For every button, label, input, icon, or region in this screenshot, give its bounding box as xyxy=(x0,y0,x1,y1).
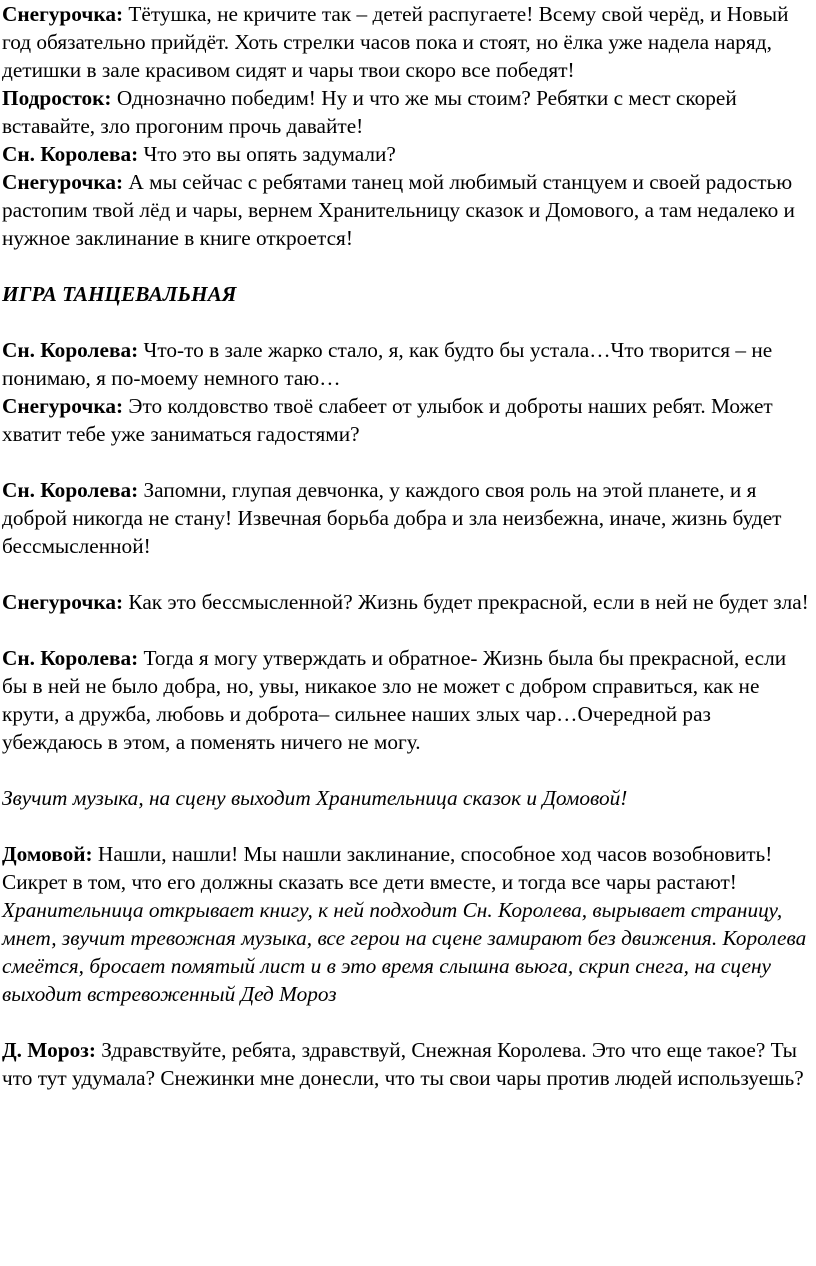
dialogue-text: Это колдовство твоё слабеет от улыбок и доброты наших ребят. Может хватит тебе уже заниматься гадостями? xyxy=(2,394,773,446)
speaker-name: Снегурочка: xyxy=(2,2,124,26)
speaker-name: Снегурочка: xyxy=(2,394,124,418)
spacer xyxy=(0,616,816,644)
spacer xyxy=(0,756,816,784)
dialogue-text: Нашли, нашли! Мы нашли заклинание, способное ход часов возобновить! Сикрет в том, что его должны сказать все дети вместе, и тогда все чары растают! xyxy=(2,842,773,894)
speaker-name: Домовой: xyxy=(2,842,93,866)
speaker-name: Сн. Королева: xyxy=(2,646,139,670)
speaker-name: Сн. Королева: xyxy=(2,338,139,362)
dialogue-line xyxy=(0,336,816,392)
speaker-name: Снегурочка: xyxy=(2,170,124,194)
dialogue-text: Здравствуйте, ребята, здравствуй, Снежная Королева. Это что еще такое? Ты что тут удумала? Снежинки мне донесли, что ты свои чары против людей используешь? xyxy=(2,1038,804,1090)
dialogue-line xyxy=(0,476,816,560)
speaker-name: Снегурочка: xyxy=(2,590,124,614)
dialogue-line xyxy=(0,644,816,756)
dialogue-line xyxy=(0,168,816,252)
speaker-name: Подросток: xyxy=(2,86,112,110)
dialogue-text: Что это вы опять задумали? xyxy=(138,142,396,166)
spacer xyxy=(0,448,816,476)
dialogue-line xyxy=(0,588,816,616)
dialogue-text: Как это бессмысленной? Жизнь будет прекрасной, если в ней не будет зла! xyxy=(123,590,809,614)
spacer xyxy=(0,308,816,336)
dialogue-text: Однозначно победим! Ну и что же мы стоим? Ребятки с мест скорей вставайте, зло прогоним прочь давайте! xyxy=(2,86,737,138)
dialogue-line xyxy=(0,0,816,84)
section-heading: ИГРА ТАНЦЕВАЛЬНАЯ xyxy=(2,282,237,306)
spacer xyxy=(0,252,816,280)
dialogue-text: Тогда я могу утверждать и обратное- Жизнь была бы прекрасной, если бы в ней не было добра, но, увы, никакое зло не может с добром справиться, как не крути, а дружба, любовь и доброта– сильнее наших злых чар…Очередной раз убеждаюсь в этом, а поменять ничего не могу. xyxy=(2,646,787,754)
dialogue-text: А мы сейчас с ребятами танец мой любимый станцуем и своей радостью растопим твой лёд и чары, вернем Хранительницу сказок и Домового, а там недалеко и нужное заклинание в книге откроется! xyxy=(2,170,795,250)
speaker-name: Сн. Королева: xyxy=(2,478,139,502)
dialogue-text: Запомни, глупая девчонка, у каждого своя роль на этой планете, и я доброй никогда не стану! Извечная борьба добра и зла неизбежна, иначе, жизнь будет бессмысленной! xyxy=(2,478,782,558)
stage-direction: Хранительница открывает книгу, к ней подходит Сн. Королева, вырывает страницу, мнет, звучит тревожная музыка, все герои на сцене замирают без движения. Королева смеётся, бросает помятый лист и в это время слышна вьюга, скрип снега, на сцену выходит встревоженный Дед Мороз xyxy=(2,898,807,1006)
spacer xyxy=(0,560,816,588)
speaker-name: Д. Мороз: xyxy=(2,1038,96,1062)
spacer xyxy=(0,1008,816,1036)
stage-direction: Звучит музыка, на сцену выходит Хранительница сказок и Домовой! xyxy=(2,786,628,810)
speaker-name: Сн. Королева: xyxy=(2,142,139,166)
dialogue-line xyxy=(0,392,816,448)
dialogue-line xyxy=(0,84,816,140)
dialogue-line xyxy=(0,1036,816,1092)
dialogue-line xyxy=(0,840,816,896)
dialogue-text: Тётушка, не кричите так – детей распугаете! Всему свой черёд, и Новый год обязательно прийдёт. Хоть стрелки часов пока и стоят, но ёлка уже надела наряд, детишки в зале красивом сидят и чары твои скоро все победят! xyxy=(2,2,789,82)
spacer xyxy=(0,812,816,840)
dialogue-line xyxy=(0,140,816,168)
dialogue-text: Что-то в зале жарко стало, я, как будто бы устала…Что творится – не понимаю, я по-моему немного таю… xyxy=(2,338,773,390)
